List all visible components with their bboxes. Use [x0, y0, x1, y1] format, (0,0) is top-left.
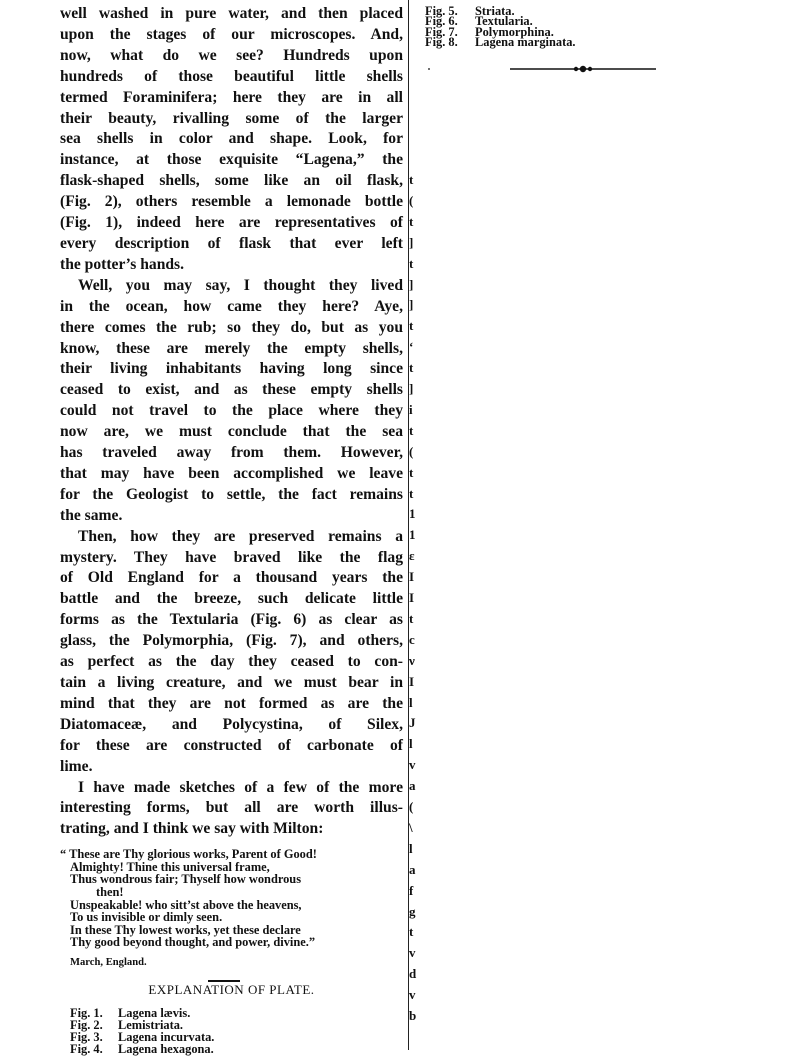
stray-dot [428, 68, 430, 70]
edge-glyph: d [409, 966, 417, 982]
text-line: mystery. They have braved like the flag [60, 548, 403, 566]
edge-glyph: t [409, 422, 414, 438]
poem-line: In these Thy lowest works, yet these declare [70, 922, 301, 937]
edge-glyph: ( [409, 192, 414, 208]
poem-line: Thus wondrous fair; Thyself how wondrous [70, 872, 302, 887]
figure-number: Fig. 2. [70, 1017, 103, 1032]
edge-glyph: t [409, 464, 414, 480]
text-line: know, these are merely the empty shells, [60, 339, 403, 357]
edge-glyph: \ [409, 819, 413, 835]
edge-glyph: v [409, 945, 416, 961]
figure-name: Lagena hexagona. [118, 1041, 214, 1056]
edge-glyph: v [409, 757, 416, 773]
edge-glyph: 1 [409, 506, 416, 522]
edge-glyph: b [409, 1008, 417, 1023]
edge-glyph: 1 [409, 527, 416, 543]
right-column [425, 6, 785, 47]
edge-glyph: c [409, 631, 415, 647]
figure-name: Striata. [475, 4, 515, 18]
figure-number: Fig. 6. [425, 14, 458, 29]
figure-name: Lagena marginata. [475, 34, 576, 49]
text-line: their living inhabitants having long since [60, 360, 403, 378]
figure-list-left [60, 1008, 403, 1056]
text-line: termed Foraminifera; here they are in all [60, 88, 403, 106]
figure-list-right [425, 6, 785, 47]
edge-glyph: l [409, 840, 413, 856]
paragraph [60, 276, 403, 527]
text-line: the same. [60, 506, 123, 524]
text-line: glass, the Polymorphia, (Fig. 7), and others, [60, 632, 403, 650]
text-line: hundreds of those beautiful little shells [60, 67, 403, 85]
text-line: that may have been accomplished we leave [60, 464, 403, 482]
poem-line: then! [96, 885, 124, 900]
edge-glyph: t [409, 360, 414, 376]
edge-glyph: t [409, 213, 414, 229]
edge-glyph: a [409, 778, 416, 794]
text-line: tain a living creature, and we must bear in [60, 674, 403, 691]
milton-quotation [60, 848, 403, 949]
text-line: forms as the Textularia (Fig. 6) as clear as [60, 611, 403, 629]
text-line: trating, and I think we say with Milton: [60, 820, 324, 838]
heading-rule [208, 980, 240, 982]
edge-glyph: J [409, 715, 416, 731]
left-column [60, 4, 403, 1056]
text-line: battle and the breeze, such delicate little [60, 590, 403, 608]
text-line: could not travel to the place where they [60, 402, 403, 420]
edge-glyph: I [409, 673, 415, 689]
text-line: every description of flask that ever left [60, 234, 403, 252]
edge-glyph: ( [409, 799, 414, 814]
text-line: instance, at those exquisite “Lagena,” the [60, 151, 403, 169]
figure-number: Fig. 5. [425, 4, 458, 18]
poem-line: Almighty! Thine this universal frame, [70, 859, 270, 874]
figure-number: Fig. 8. [425, 34, 458, 49]
figure-entry [70, 1041, 403, 1056]
text-line: there comes the rub; so they do, but as you [60, 318, 403, 336]
edge-glyph: ] [409, 381, 414, 396]
edge-glyph: t [409, 485, 414, 501]
edge-glyph: ] [409, 234, 414, 250]
text-line: I have made sketches of a few of the more [78, 778, 403, 796]
figure-name: Lemistriata. [118, 1017, 184, 1032]
text-line: sea shells in color and shape. Look, for [60, 130, 403, 148]
edge-glyph: t [409, 318, 414, 334]
text-line: has traveled away from them. However, [60, 444, 403, 462]
text-line: lime. [60, 757, 93, 775]
edge-glyph: t [409, 172, 414, 187]
figure-name: Textularia. [475, 14, 533, 29]
edge-glyph: ( [409, 443, 414, 459]
edge-glyph: i [409, 401, 413, 417]
text-line: for these are constructed of carbonate of [60, 736, 403, 754]
text-line: (Fig. 1), indeed here are representatives of [60, 214, 403, 232]
text-line: upon the stages of our microscopes. And, [60, 25, 403, 43]
figure-number: Fig. 7. [425, 24, 458, 39]
text-line: now are, we must conclude that the sea [60, 423, 403, 441]
ornament-divider [510, 63, 656, 75]
text-line: the potter’s hands. [60, 255, 185, 273]
edge-glyph: I [409, 569, 415, 585]
edge-glyph: a [409, 861, 416, 877]
article-body [60, 4, 403, 840]
text-line: Diatomaceæ, and Polycystina, of Silex, [60, 715, 403, 733]
edge-glyph: l [409, 694, 413, 710]
paragraph [60, 527, 403, 778]
edge-glyph: t [409, 924, 414, 940]
edge-glyph: ν [409, 652, 415, 668]
text-line: now, what do we see? Hundreds upon [60, 46, 403, 64]
figure-name: Polymorphina. [475, 24, 554, 39]
figure-name: Lagena lævis. [118, 1006, 191, 1020]
text-line: interesting forms, but all are worth illus- [60, 799, 403, 817]
text-line: Then, how they are preserved remains a [78, 527, 403, 545]
plate-heading: EXPLANATION OF PLATE. [148, 982, 315, 997]
poem-line: “ These are Thy glorious works, Parent of Good! [60, 847, 317, 862]
edge-glyph: l [409, 736, 413, 752]
text-line: in the ocean, how came they here? Aye, [60, 297, 403, 315]
poem-line: Thy good beyond thought, and power, divine.” [70, 935, 316, 950]
text-line: of Old England for a thousand years the [60, 569, 403, 587]
signoff: March, England. [70, 957, 147, 968]
edge-glyph: ] [409, 297, 414, 313]
text-line: flask-shaped shells, some like an oil flask, [60, 172, 403, 190]
figure-entry [425, 34, 785, 49]
text-line: mind that they are not formed as are the [60, 694, 403, 712]
text-line: (Fig. 2), others resemble a lemonade bottle [60, 193, 403, 211]
figure-number: Fig. 4. [70, 1041, 103, 1056]
edge-glyph: ] [409, 276, 414, 292]
edge-glyph: ε [409, 548, 415, 564]
text-line: ceased to exist, and as these empty shells [60, 381, 403, 399]
text-line: as perfect as the day they ceased to con- [60, 653, 403, 671]
edge-glyph: v [409, 987, 416, 1003]
figure-number: Fig. 3. [70, 1029, 103, 1044]
poem-line: To us invisible or dimly seen. [70, 910, 223, 925]
figure-number: Fig. 1. [70, 1006, 103, 1020]
edge-glyph: I [409, 590, 415, 605]
edge-glyph: g [409, 903, 416, 919]
edge-glyph: f [409, 882, 414, 898]
text-line: Well, you may say, I thought they lived [78, 276, 403, 294]
text-line: well washed in pure water, and then placed [60, 5, 403, 22]
text-line: for the Geologist to settle, the fact remains [60, 485, 403, 503]
paragraph [60, 778, 403, 841]
edge-glyph: t [409, 610, 414, 626]
poem-line: Unspeakable! who sitt’st above the heavens, [70, 897, 302, 912]
paragraph [60, 4, 403, 276]
edge-glyph: ‘ [409, 339, 414, 355]
text-line: their beauty, rivalling some of the larger [60, 109, 403, 127]
figure-name: Lagena incurvata. [118, 1029, 215, 1044]
edge-glyph: t [409, 255, 414, 271]
